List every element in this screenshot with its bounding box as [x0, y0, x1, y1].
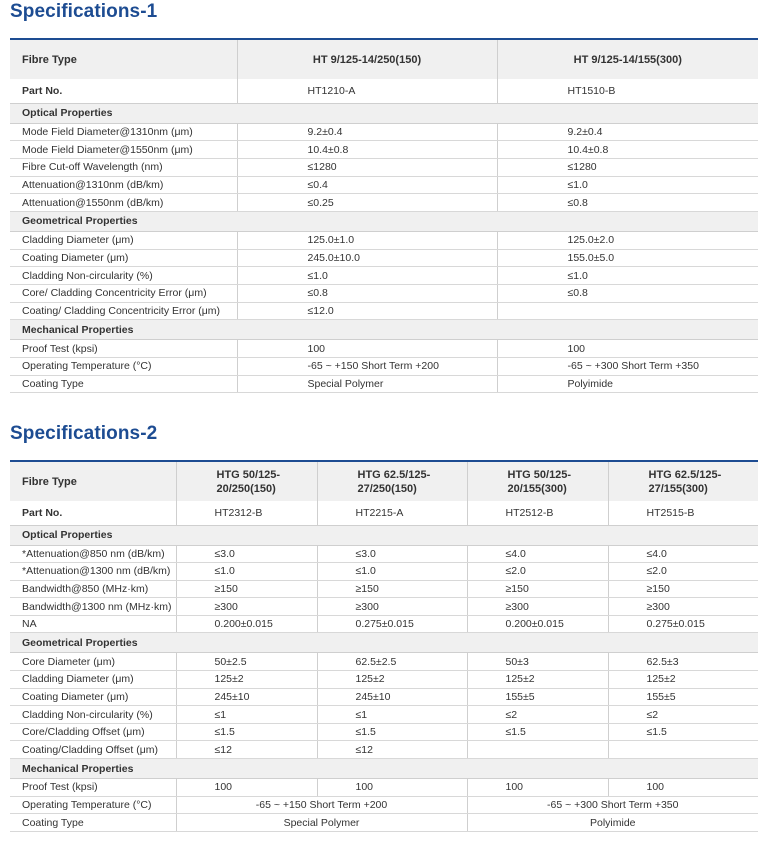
cell-value: ≤0.8 — [237, 285, 497, 303]
cell-value: ≤12.0 — [237, 302, 497, 320]
row-label: Attenuation@1310nm (dB/km) — [10, 176, 237, 194]
cell-value: ≤2 — [467, 706, 608, 724]
cell-value: ≤4.0 — [467, 545, 608, 563]
cell-value: ≤1280 — [497, 158, 758, 176]
table-row — [10, 615, 758, 633]
cell-value: 245±10 — [317, 688, 467, 706]
cell-value: 155.0±5.0 — [497, 249, 758, 267]
table-row — [10, 123, 758, 141]
cell-value: ≤1 — [317, 706, 467, 724]
part-row — [10, 501, 758, 525]
part-number: HT2215-A — [317, 501, 467, 525]
cell-value: 100 — [317, 779, 467, 797]
row-label: Cladding Non-circularity (%) — [10, 267, 237, 285]
column-header: HTG 50/125-20/250(150) — [176, 461, 317, 501]
table-row — [10, 302, 758, 320]
row-label: Operating Temperature (°C) — [10, 796, 176, 814]
part-row — [10, 79, 758, 103]
row-label: Cladding Diameter (μm) — [10, 231, 237, 249]
cell-value: ≤0.25 — [237, 194, 497, 212]
table-row — [10, 706, 758, 724]
header-label: Fibre Type — [10, 39, 237, 79]
cell-value: ≥300 — [176, 598, 317, 616]
row-label: Mode Field Diameter@1310nm (μm) — [10, 123, 237, 141]
spec2-title: Specifications-2 — [10, 423, 158, 444]
row-label: Cladding Non-circularity (%) — [10, 706, 176, 724]
table-row — [10, 340, 758, 358]
table-row — [10, 653, 758, 671]
cell-value — [467, 741, 608, 759]
table-row — [10, 375, 758, 393]
cell-value: 155±5 — [608, 688, 758, 706]
cell-value — [497, 302, 758, 320]
spec1-table — [10, 38, 758, 393]
cell-value: 125±2 — [467, 671, 608, 689]
cell-value: 10.4±0.8 — [237, 141, 497, 159]
column-header: HT 9/125-14/250(150) — [237, 39, 497, 79]
part-label: Part No. — [10, 79, 237, 103]
cell-value: 62.5±2.5 — [317, 653, 467, 671]
cell-value: Special Polymer — [237, 375, 497, 393]
cell-value: Polyimide — [467, 814, 758, 832]
cell-value: 50±3 — [467, 653, 608, 671]
cell-value: ≤1.0 — [317, 563, 467, 581]
spec1-title: Specifications-1 — [10, 1, 158, 22]
cell-value: 100 — [467, 779, 608, 797]
row-label: Coating/Cladding Offset (μm) — [10, 741, 176, 759]
section-header — [10, 211, 758, 231]
row-label: Fibre Cut-off Wavelength (nm) — [10, 158, 237, 176]
cell-value: 245±10 — [176, 688, 317, 706]
part-number: HT2515-B — [608, 501, 758, 525]
cell-value: Polyimide — [497, 375, 758, 393]
cell-value: 245.0±10.0 — [237, 249, 497, 267]
row-label: Proof Test (kpsi) — [10, 779, 176, 797]
table-row — [10, 688, 758, 706]
cell-value: ≤0.8 — [497, 194, 758, 212]
column-header: HT 9/125-14/155(300) — [497, 39, 758, 79]
cell-value: 125±2 — [608, 671, 758, 689]
part-number: HT1510-B — [497, 79, 758, 103]
table-row — [10, 563, 758, 581]
part-label: Part No. — [10, 501, 176, 525]
cell-value: ≤2.0 — [467, 563, 608, 581]
cell-value: 0.200±0.015 — [467, 615, 608, 633]
table-row — [10, 741, 758, 759]
cell-value: ≤0.8 — [497, 285, 758, 303]
section-title: Geometrical Properties — [10, 633, 758, 653]
table-row — [10, 176, 758, 194]
row-label: Operating Temperature (°C) — [10, 358, 237, 376]
row-label: Bandwidth@1300 nm (MHz·km) — [10, 598, 176, 616]
cell-value: ≤1.5 — [608, 723, 758, 741]
section-header — [10, 103, 758, 123]
table-row — [10, 545, 758, 563]
cell-value — [608, 741, 758, 759]
cell-value: 100 — [176, 779, 317, 797]
table-row — [10, 249, 758, 267]
cell-value: 50±2.5 — [176, 653, 317, 671]
cell-value: 125.0±2.0 — [497, 231, 758, 249]
row-label: Coating Type — [10, 375, 237, 393]
cell-value: ≤2 — [608, 706, 758, 724]
column-header: HTG 62.5/125-27/155(300) — [608, 461, 758, 501]
section-header — [10, 633, 758, 653]
section-header — [10, 320, 758, 340]
row-label: Proof Test (kpsi) — [10, 340, 237, 358]
cell-value: ≤1.0 — [497, 267, 758, 285]
cell-value: 100 — [237, 340, 497, 358]
column-header: HTG 50/125-20/155(300) — [467, 461, 608, 501]
row-label: Core Diameter (μm) — [10, 653, 176, 671]
row-label: Bandwidth@850 (MHz·km) — [10, 580, 176, 598]
cell-value: 125.0±1.0 — [237, 231, 497, 249]
part-number: HT1210-A — [237, 79, 497, 103]
table-row — [10, 580, 758, 598]
cell-value: -65 ~ +150 Short Term +200 — [237, 358, 497, 376]
cell-value: ≤1.0 — [237, 267, 497, 285]
cell-value: 125±2 — [176, 671, 317, 689]
table-row — [10, 141, 758, 159]
cell-value: 0.200±0.015 — [176, 615, 317, 633]
row-label: Attenuation@1550nm (dB/km) — [10, 194, 237, 212]
column-header: HTG 62.5/125-27/250(150) — [317, 461, 467, 501]
section-title: Optical Properties — [10, 103, 758, 123]
cell-value: ≤0.4 — [237, 176, 497, 194]
cell-value: ≥150 — [317, 580, 467, 598]
cell-value: ≤1.0 — [176, 563, 317, 581]
cell-value: ≤2.0 — [608, 563, 758, 581]
row-label: Coating Diameter (μm) — [10, 249, 237, 267]
cell-value: ≥150 — [176, 580, 317, 598]
table-row — [10, 779, 758, 797]
row-label: Coating Diameter (μm) — [10, 688, 176, 706]
table-row — [10, 285, 758, 303]
table-row — [10, 671, 758, 689]
spec2-table — [10, 460, 758, 832]
table-row — [10, 267, 758, 285]
cell-value: ≤1.5 — [176, 723, 317, 741]
cell-value: Special Polymer — [176, 814, 467, 832]
cell-value: -65 ~ +150 Short Term +200 — [176, 796, 467, 814]
section-title: Optical Properties — [10, 525, 758, 545]
row-label: *Attenuation@850 nm (dB/km) — [10, 545, 176, 563]
cell-value: ≥300 — [608, 598, 758, 616]
cell-value: 100 — [608, 779, 758, 797]
cell-value: ≥150 — [608, 580, 758, 598]
cell-value: ≤1.0 — [497, 176, 758, 194]
row-label: NA — [10, 615, 176, 633]
row-label: *Attenuation@1300 nm (dB/km) — [10, 563, 176, 581]
cell-value: ≤1.5 — [467, 723, 608, 741]
cell-value: -65 ~ +300 Short Term +350 — [497, 358, 758, 376]
part-number: HT2512-B — [467, 501, 608, 525]
cell-value: 9.2±0.4 — [497, 123, 758, 141]
table-row — [10, 194, 758, 212]
cell-value: 10.4±0.8 — [497, 141, 758, 159]
cell-value: 62.5±3 — [608, 653, 758, 671]
cell-value: ≤1 — [176, 706, 317, 724]
section-header — [10, 525, 758, 545]
cell-value: ≤1280 — [237, 158, 497, 176]
header-row — [10, 39, 758, 79]
cell-value: ≥300 — [467, 598, 608, 616]
header-label: Fibre Type — [10, 461, 176, 501]
cell-value: 9.2±0.4 — [237, 123, 497, 141]
header-row — [10, 461, 758, 501]
cell-value: ≥150 — [467, 580, 608, 598]
cell-value: ≤3.0 — [317, 545, 467, 563]
cell-value: ≤4.0 — [608, 545, 758, 563]
table-row — [10, 231, 758, 249]
cell-value: 0.275±0.015 — [608, 615, 758, 633]
cell-value: ≤1.5 — [317, 723, 467, 741]
table-row — [10, 158, 758, 176]
part-number: HT2312-B — [176, 501, 317, 525]
table-row — [10, 723, 758, 741]
table-row — [10, 814, 758, 832]
section-title: Mechanical Properties — [10, 759, 758, 779]
table-row — [10, 358, 758, 376]
row-label: Mode Field Diameter@1550nm (μm) — [10, 141, 237, 159]
section-header — [10, 759, 758, 779]
cell-value: ≤12 — [317, 741, 467, 759]
cell-value: ≤12 — [176, 741, 317, 759]
cell-value: ≤3.0 — [176, 545, 317, 563]
section-title: Geometrical Properties — [10, 211, 758, 231]
row-label: Coating Type — [10, 814, 176, 832]
cell-value: 125±2 — [317, 671, 467, 689]
row-label: Core/ Cladding Concentricity Error (μm) — [10, 285, 237, 303]
cell-value: -65 ~ +300 Short Term +350 — [467, 796, 758, 814]
cell-value: 0.275±0.015 — [317, 615, 467, 633]
row-label: Core/Cladding Offset (μm) — [10, 723, 176, 741]
table-row — [10, 598, 758, 616]
row-label: Coating/ Cladding Concentricity Error (μm) — [10, 302, 237, 320]
row-label: Cladding Diameter (μm) — [10, 671, 176, 689]
table-row — [10, 796, 758, 814]
cell-value: 100 — [497, 340, 758, 358]
cell-value: ≥300 — [317, 598, 467, 616]
section-title: Mechanical Properties — [10, 320, 758, 340]
cell-value: 155±5 — [467, 688, 608, 706]
